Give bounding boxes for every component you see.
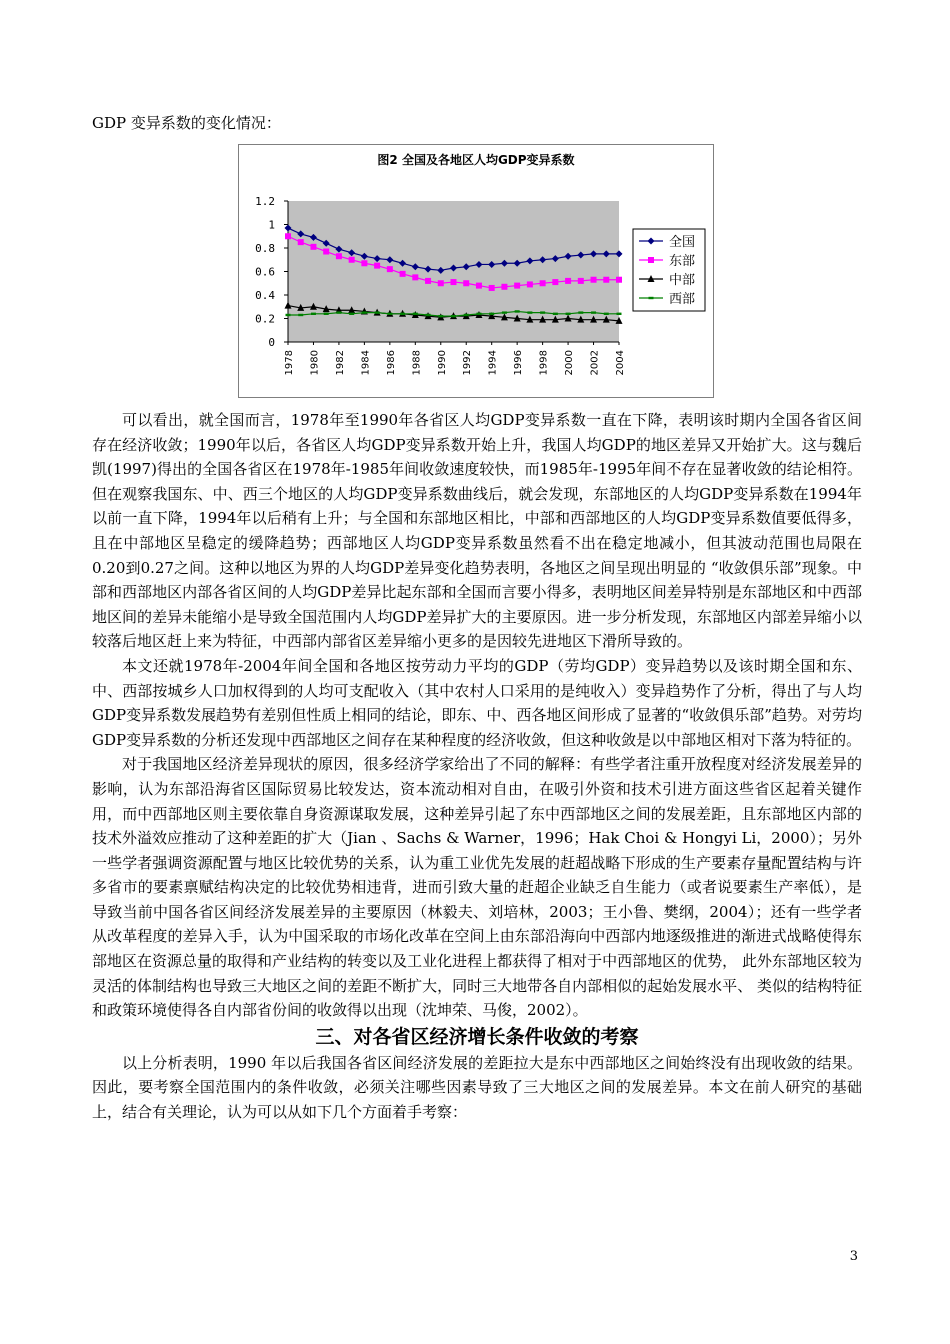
data-point <box>552 279 558 285</box>
y-tick-label: 0.4 <box>255 289 275 302</box>
data-point <box>438 280 444 286</box>
data-point <box>527 311 532 313</box>
data-point <box>438 315 443 317</box>
data-point <box>553 313 558 315</box>
x-tick-label: 1986 <box>385 350 397 376</box>
data-point <box>451 279 457 285</box>
data-point <box>349 257 355 263</box>
data-point <box>489 313 494 315</box>
x-tick-label: 1982 <box>334 350 346 376</box>
y-tick-label: 1 <box>268 218 275 232</box>
y-tick-label: 0 <box>268 336 275 349</box>
data-point <box>285 233 291 239</box>
data-point <box>298 314 303 316</box>
line-chart <box>239 145 713 397</box>
data-point <box>527 281 533 287</box>
y-tick-label: 0.2 <box>255 312 275 326</box>
data-point <box>336 253 342 259</box>
data-point <box>310 244 316 250</box>
data-point <box>604 313 609 315</box>
chart-title: 图2 全国及各地区人均GDP变异系数 <box>377 153 575 167</box>
figure-chart <box>238 144 714 398</box>
data-point <box>501 284 507 290</box>
body-text <box>92 408 862 1125</box>
x-tick-label: 1998 <box>538 350 550 376</box>
x-tick-label: 1990 <box>436 350 448 376</box>
x-tick-label: 2002 <box>589 350 601 376</box>
data-point <box>616 277 622 283</box>
data-point <box>540 280 546 286</box>
legend-marker <box>649 297 654 299</box>
legend-marker <box>648 257 654 263</box>
data-point <box>323 249 329 255</box>
data-point <box>464 314 469 316</box>
data-point <box>336 311 341 313</box>
data-point <box>578 278 584 284</box>
data-point <box>540 311 545 313</box>
x-tick-label: 2004 <box>615 350 626 376</box>
page-number: 3 <box>849 1249 858 1264</box>
data-point <box>311 313 316 315</box>
legend-label: 中部 <box>669 273 696 288</box>
x-tick-label: 1994 <box>487 350 499 376</box>
data-point <box>617 313 622 315</box>
data-point <box>413 313 418 315</box>
data-point <box>515 310 520 312</box>
data-point <box>578 311 583 313</box>
x-tick-label: 1978 <box>284 350 295 376</box>
data-point <box>514 283 520 289</box>
data-point <box>374 263 380 269</box>
data-point <box>565 278 571 284</box>
data-point <box>476 313 481 315</box>
data-point <box>298 239 304 245</box>
data-point <box>324 313 329 315</box>
data-point <box>502 311 507 313</box>
section-paragraph: 以上分析表明，1990 年以后我国各省区间经济发展的差距拉大是东中西部地区之间始终没有出现收敛的结果。因此，要考察全国范围内的条件收敛，必须关注哪些因素导致了三大地区之间的发展差异。本文在前人研究的基础上，结合有关理论，认为可以从如下几个方面着手考察： <box>92 1053 862 1122</box>
section-heading: 三、对各省区经济增长条件收敛的考察 <box>315 1025 639 1048</box>
data-point <box>426 314 431 316</box>
x-tick-label: 1984 <box>360 350 372 376</box>
data-point <box>463 280 469 286</box>
paragraph-2: 本文还就1978年-2004年间全国和各地区按劳动力平均的GDP（劳均GDP）变异趋势以及该时期全国和东、中、西部按城乡人口加权得到的人均可支配收入（其中农村人口采用的是纯收入）变异趋势作了分析，得出了与人均GDP变异系数发展趋势有差别但性质上相同的结论，即东、中、西各地区间形成了显著的“收敛俱乐部”趋势。对劳均GDP变异系数的分析还发现中西部地区之间存在某种程度的经济收敛，但这种收敛是以中部地区相对下落为特征的。 <box>92 656 862 749</box>
x-tick-label: 1996 <box>513 350 525 376</box>
data-point <box>591 311 596 313</box>
legend-label: 东部 <box>669 254 696 269</box>
paragraph-3: 对于我国地区经济差异现状的原因，很多经济学家给出了不同的解释：有些学者注重开放程度对经济发展差异的影响，认为东部沿海省区国际贸易比较发达，资本流动相对自由，在吸引外资和技术引进方面这些省区起着关键作用，而中西部地区则主要依靠自身资源谋取发展，这种差异引起了东中西部地区之间的发展差距，且东部地区内部的技术外溢效应推动了这种差距的扩大（Jian 、Sachs & Warner，1996；Hak Choi & Hongyi Li，2000）；另外一些学者强调资源配置与地区比较优势的关系，认为重工业优先发展的赶超战略下形成的生产要素存量配置结构与许多省市的要素禀赋结构决定的比较优势相违背，进而引致大量的赶超企业缺乏自生能力（或者说要素生产率低），是导致当前中国各省区间经济发展差异的主要原因（林毅夫、刘培林，2003；王小鲁、樊纲，2004）；还有一些学者从改革程度的差异入手，认为中国采取的市场化改革在空间上由东部沿海向中西部内地逐级推进的渐进式战略使得东部地区在资源总量的取得和产业结构的转变以及工业化进程上都获得了相对于中西部地区的优势， 此外东部地区较为灵活的体制结构也导致三大地区之间的差距不断扩大，同时三大地带各自内部相似的起始发展水平、 类似的结构特征和政策环境使得各自内部省份间的收敛得以出现（沈坤荣、马俊，2002）。 <box>92 755 862 1020</box>
data-point <box>591 277 597 283</box>
data-point <box>387 313 392 315</box>
data-point <box>400 313 405 315</box>
data-point <box>425 278 431 284</box>
y-tick-label: 0.8 <box>255 242 275 255</box>
legend-label: 西部 <box>669 292 696 307</box>
data-point <box>361 260 367 266</box>
data-point <box>387 266 393 272</box>
paragraph-1: 可以看出，就全国而言，1978年至1990年各省区人均GDP变异系数一直在下降，表明该时期内全国各省区间存在经济收敛；1990年以后，各省区人均GDP变异系数开始上升，我国人均GDP的地区差异又开始扩大。这与魏后凯(1997)得出的全国各省区在1978年-1985年间收敛速度较快，而1985年-1995年间不存在显著收敛的结论相符。但在观察我国东、中、西三个地区的人均GDP变异系数曲线后，就会发现，东部地区的人均GDP变异系数在1994年以前一直下降，1994年以后稍有上升；与全国和东部地区相比，中部和西部地区的人均GDP变异系数值要低得多，且在中部地区呈稳定的缓降趋势；西部地区人均GDP变异系数虽然看不出在稳定地减小，但其波动范围也局限在0.20到0.27之间。这种以地区为界的人均GDP差异变化趋势表明，各地区之间呈现出明显的 “收敛俱乐部”现象。中部和西部地区内部各省区间的人均GDP差异比起东部和全国而言要小得多，表明地区间差异特别是东部地区和中西部地区间的差异未能缩小是导致全国范围内人均GDP差异扩大的主要原因。进一步分析发现，东部地区内部差异缩小以较落后地区赶上来为特征，中西部内部省区差异缩小更多的是因较先进地区下滑所导致的。 <box>92 411 862 651</box>
x-tick-label: 2000 <box>564 350 576 376</box>
data-point <box>566 313 571 315</box>
data-point <box>412 274 418 280</box>
data-point <box>603 277 609 283</box>
data-point <box>451 315 456 317</box>
data-point <box>286 314 291 316</box>
data-point <box>489 285 495 291</box>
y-tick-label: 0.6 <box>255 265 275 279</box>
x-tick-label: 1988 <box>411 350 423 376</box>
legend-label: 全国 <box>669 235 696 250</box>
y-tick-label: 1.2 <box>255 195 275 208</box>
data-point <box>362 311 367 313</box>
x-tick-label: 1992 <box>462 350 474 376</box>
intro-line: GDP 变异系数的变化情况： <box>92 114 281 132</box>
data-point <box>375 311 380 313</box>
data-point <box>400 271 406 277</box>
data-point <box>476 283 482 289</box>
x-tick-label: 1980 <box>309 350 321 376</box>
data-point <box>349 313 354 315</box>
